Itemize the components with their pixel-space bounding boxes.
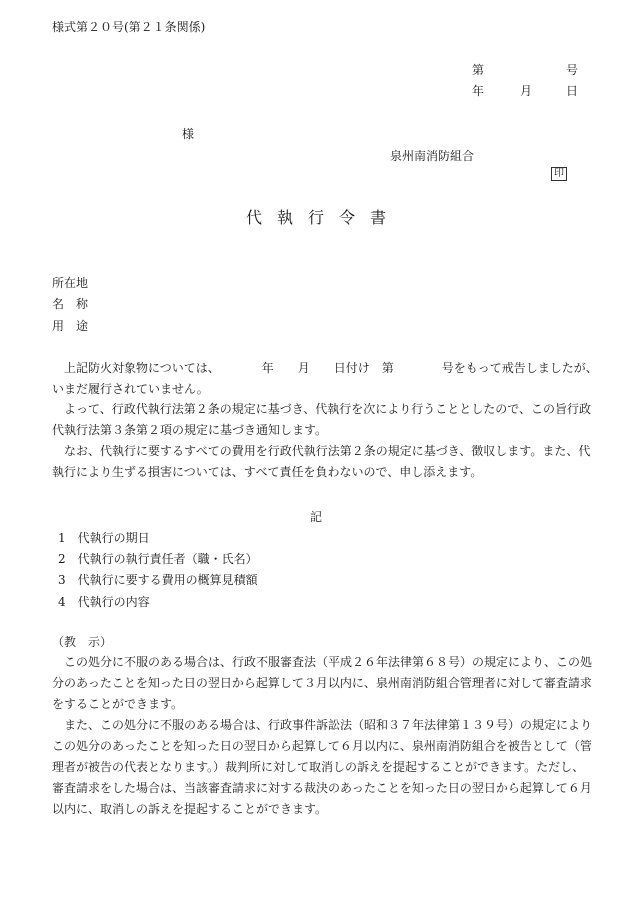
list-item xyxy=(58,574,258,586)
date-year: 年 xyxy=(472,84,485,98)
list-item xyxy=(58,596,150,608)
item-number: 1 xyxy=(58,531,66,545)
field-name-label: 名 称 xyxy=(52,297,89,311)
notice-paragraph-2: また、この処分に不服のある場合は、行政事件訴訟法（昭和３７年法律第１３９号）の規定によりこの処分のあったことを知った日の翌日から起算して６月以内に、泉州南消防組合を被告として（管理者が被告の代表となります。）裁判所に対して取消しの訴えを提起することができます。ただし、審査請求をした場合は、当該審査請求に対する裁決のあったことを知った日の翌日から起算して６月以内に、取消しの訴えを提起することができます。 xyxy=(52,718,593,816)
item-number: 3 xyxy=(58,573,66,587)
issuer-name: 泉州南消防組合 xyxy=(390,149,475,163)
seal-mark: 印 xyxy=(551,167,567,181)
date-month: 月 xyxy=(520,84,533,98)
list-item xyxy=(58,553,258,565)
notice-heading: （教 示） xyxy=(52,635,113,649)
date-day: 日 xyxy=(566,84,579,98)
addressee-suffix: 様 xyxy=(182,127,195,141)
ki-heading: 記 xyxy=(310,510,323,524)
item-text: 代執行に要する費用の概算見積額 xyxy=(77,573,258,587)
body-paragraph-2: よって、行政代執行法第２条の規定に基づき、代執行を次により行うこととしたので、この旨行政代執行法第３条第２項の規定に基づき通知します。 xyxy=(52,402,592,437)
doc-number-prefix: 第 xyxy=(472,63,485,77)
list-item xyxy=(58,532,150,544)
document-title: 代執行令書 xyxy=(246,208,402,227)
body-paragraph-1-line-2: いまだ履行されていません。 xyxy=(52,382,209,396)
body-paragraph-3: なお、代執行に要するすべての費用を行政代執行法第２条の規定に基づき、徴収します。また、代執行により生ずる損害については、すべて責任を負わないので、申し添えます。 xyxy=(52,444,591,479)
item-number: 2 xyxy=(58,552,66,566)
notice-paragraph-1: この処分に不服のある場合は、行政不服審査法（平成２６年法律第６８号）の規定により、この処分のあったことを知った日の翌日から起算して３月以内に、泉州南消防組合管理者に対して審査請求をすることができます。 xyxy=(52,655,593,711)
field-location-label: 所在地 xyxy=(52,276,89,290)
body-paragraph-1-line-1: 上記防火対象物については、 年 月 日付け 第 号をもって戒告しましたが、 xyxy=(64,361,598,375)
doc-number-suffix: 号 xyxy=(566,63,579,77)
form-number: 様式第２０号(第２１条関係) xyxy=(52,20,206,34)
item-text: 代執行の期日 xyxy=(77,531,150,545)
field-use-label: 用 途 xyxy=(52,319,89,333)
item-number: 4 xyxy=(58,595,66,609)
item-text: 代執行の執行責任者（職・氏名） xyxy=(77,552,258,566)
item-text: 代執行の内容 xyxy=(77,595,150,609)
